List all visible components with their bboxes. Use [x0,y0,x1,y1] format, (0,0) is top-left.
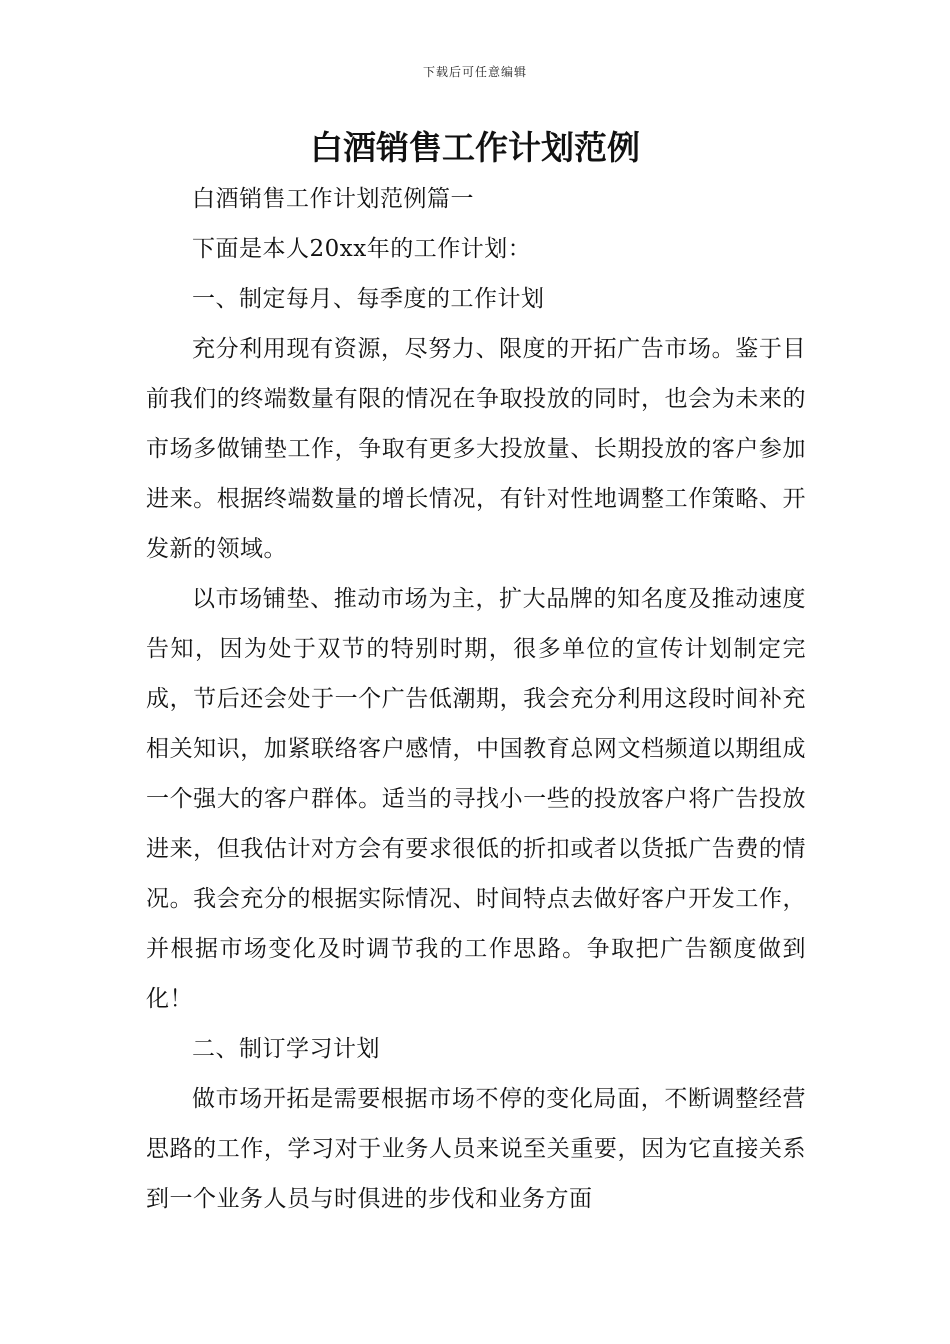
body-paragraph: 做市场开拓是需要根据市场不停的变化局面，不断调整经营思路的工作，学习对于业务人员来说至关重要，因为它直接关系到一个业务人员与时俱进的步伐和业务方面 [146,1086,806,1212]
body-paragraph: 以市场铺垫、推动市场为主，扩大品牌的知名度及推动速度告知，因为处于双节的特别时期，很多单位的宣传计划制定完成，节后还会处于一个广告低潮期，我会充分利用这段时间补充相关知识，加紧联络客户感情，中国教育总网文档频道以期组成一个强大的客户群体。适当的寻找小一些的投放客户将广告投放进来，但我估计对方会有要求很低的折扣或者以货抵广告费的情况。我会充分的根据实际情况、时间特点去做好客户开发工作，并根据市场变化及时调节我的工作思路。争取把广告额度做到化！ [146,586,806,1012]
document-body [146,174,806,1224]
header-note: 下载后可任意编辑 [422,65,527,79]
document-title: 白酒销售工作计划范例 [310,128,640,167]
body-paragraph: 充分利用现有资源，尽努力、限度的开拓广告市场。鉴于目前我们的终端数量有限的情况在争取投放的同时，也会为未来的市场多做铺垫工作，争取有更多大投放量、长期投放的客户参加进来。根据终端数量的增长情况，有针对性地调整工作策略、开发新的领域。 [146,336,806,562]
section-heading: 白酒销售工作计划范例篇一 [192,186,474,212]
section-heading: 一、制定每月、每季度的工作计划 [192,286,545,312]
intro-paragraph: 下面是本人20xx年的工作计划： [192,236,532,262]
section-heading: 二、制订学习计划 [192,1036,380,1062]
